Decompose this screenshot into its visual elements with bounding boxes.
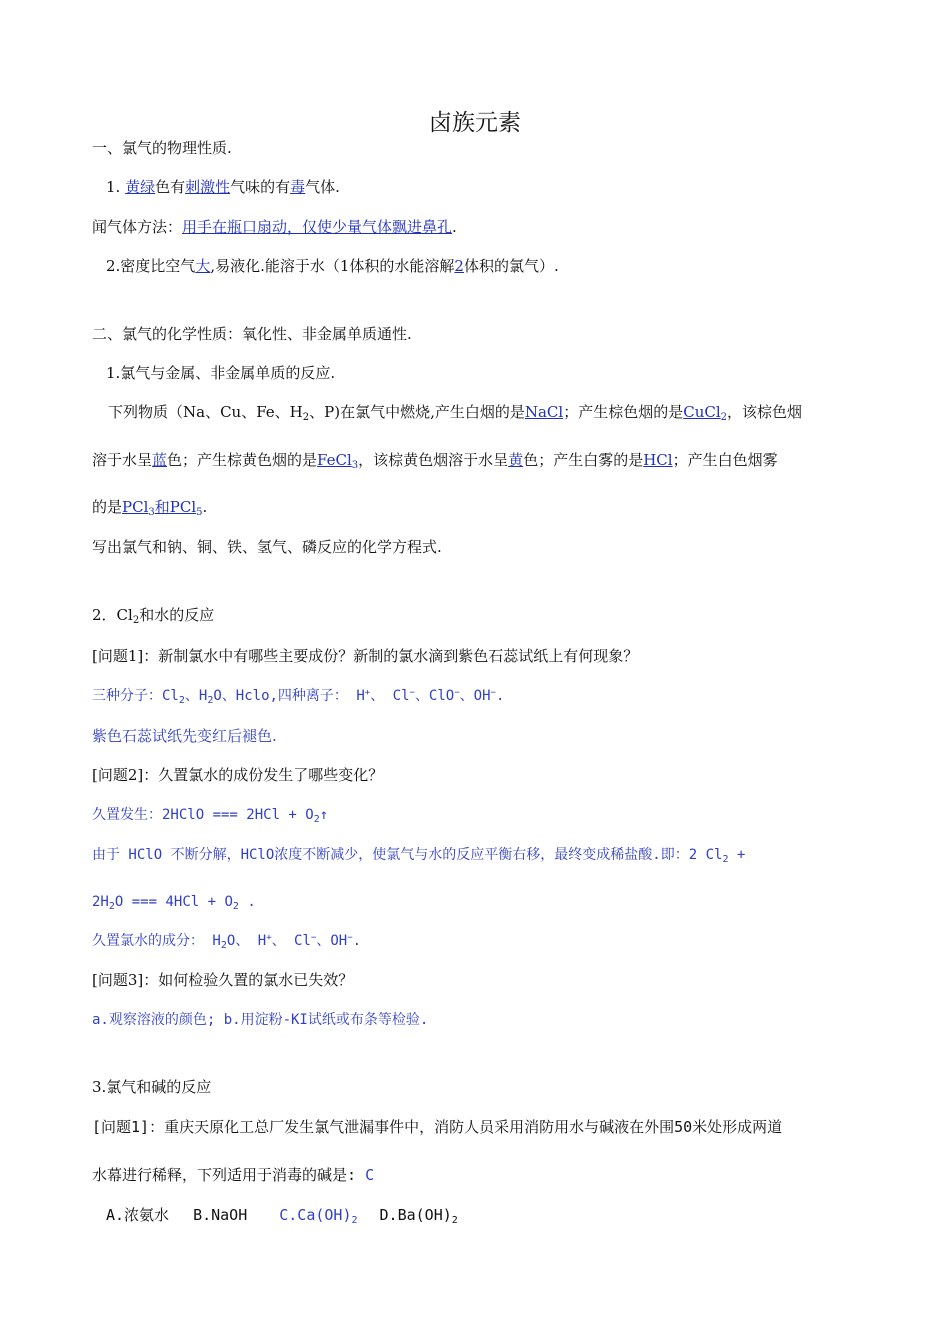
answer-cucl2: CuCl$_2$ (683, 403, 728, 423)
combustion-para-line-3: 的是PCl$_3$和PCl$_5$. (92, 498, 208, 518)
question-2-1: [问题1]：新制氯水中有哪些主要成份？新制的氯水滴到紫色石蕊试纸上有何现象？ (92, 647, 639, 665)
option-d: $D.Ba(OH)_2$ (379, 1206, 458, 1226)
physical-property-2: 2.密度比空气大,易液化.能溶于水（1体积的水能溶解2体积的氯气）. (106, 257, 559, 275)
physical-property-1: 1. 黄绿色有刺激性气味的有毒气体. (106, 178, 340, 196)
answer-2-2-explanation-2: $2H_2O$ === $4HCl + O_2$ . (92, 894, 256, 912)
smelling-answer: 用手在瓶口扇动，仅使少量气体飘进鼻孔 (182, 218, 453, 236)
page-title: 卤族元素 (429, 110, 521, 136)
answer-2-2-equation: 久置发生：2HClO === $2HCl + O_2↑$ (92, 807, 329, 825)
answer-yellow-green: 黄绿 (125, 178, 156, 196)
combustion-para-line-2: 溶于水呈蓝色；产生棕黄色烟的是FeCl$_3$，该棕黄色烟溶于水呈黄色；产生白雾的是HCl；产生白色烟雾 (92, 451, 778, 471)
combustion-para-line-1: 下列物质（Na、Cu、Fe、$H_2$、P)在氯气中燃烧,产生白烟的是NaCl；产生棕色烟的是CuCl$_2$，该棕色烟 (108, 403, 803, 423)
answer-hcl: HCl (643, 451, 673, 469)
option-b: B.NaOH (193, 1206, 248, 1224)
answer-irritating: 刺激性 (185, 178, 231, 196)
subsection-2-2: 2．$Cl_2$和水的反应 (92, 606, 215, 626)
question-3-1-line-1: [问题1]：重庆天原化工总厂发生氯气泄漏事件中，消防人员采用消防用水与碱液在外围50米处形成两道 (92, 1118, 783, 1136)
answer-3-1: C (365, 1166, 375, 1184)
section-2-heading: 二、氯气的化学性质：氧化性、非金属单质通性. (92, 325, 412, 343)
answer-2-2-components: 久置氯水的成分： $H_2O$、 H+、 Cl−、OH−. (92, 933, 362, 951)
option-c: $C.Ca(OH)_2$ (279, 1206, 358, 1226)
answer-2-3: a.观察溶液的颜色; b.用淀粉-KI试纸或布条等检验. (92, 1012, 429, 1028)
question-3-1-line-2: 水幕进行稀释，下列适用于消毒的碱是: C (92, 1166, 375, 1184)
up-arrow-icon: ↑ (319, 807, 329, 823)
answer-two-volumes: 2 (454, 257, 464, 275)
subsection-2-1: 1.氯气与金属、非金属单质的反应. (106, 364, 336, 382)
write-equations-prompt: 写出氯气和钠、铜、铁、氢气、磷反应的化学方程式. (92, 538, 442, 556)
answer-pcl3-pcl5: PCl$_3$和PCl$_5$ (122, 498, 203, 518)
answer-2-1-species: 三种分子：$Cl_2$、$H_2O$、Hclo,四种离子： H+、 Cl−、ClO−、OH−. (92, 688, 505, 706)
subsection-3: 3.氯气和碱的反应 (92, 1078, 212, 1096)
answer-blue: 蓝 (152, 451, 168, 469)
answer-yellow: 黄 (508, 451, 524, 469)
options-3-1 (106, 1205, 458, 1225)
answer-2-1-litmus: 紫色石蕊试纸先变红后褪色. (92, 727, 277, 745)
answer-greater: 大 (195, 257, 211, 275)
question-2-3: [问题3]：如何检验久置的氯水已失效？ (92, 971, 354, 989)
option-a: A.浓氨水 (106, 1206, 170, 1224)
answer-toxic: 毒 (290, 178, 306, 196)
answer-2-2-explanation-1: 由于 HClO 不断分解，HClO浓度不断减少，使氯气与水的反应平衡右移，最终变成稀盐酸.即：2 $Cl_2$ + (92, 847, 746, 865)
smelling-method: 闻气体方法：用手在瓶口扇动，仅使少量气体飘进鼻孔. (92, 218, 457, 236)
answer-nacl: NaCl (524, 403, 564, 421)
question-2-2: [问题2]：久置氯水的成份发生了哪些变化？ (92, 766, 384, 784)
section-1-heading: 一、氯气的物理性质. (92, 139, 232, 157)
answer-fecl3: FeCl$_3$ (317, 451, 359, 471)
